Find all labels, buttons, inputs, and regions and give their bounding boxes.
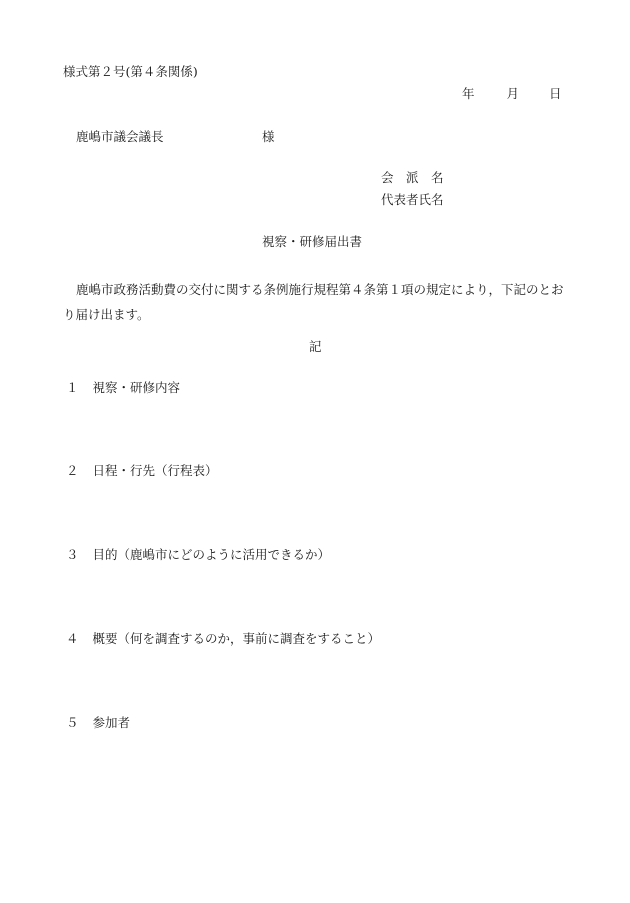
day-label: 日 xyxy=(549,86,562,101)
item-4 xyxy=(66,633,380,646)
body-paragraph: 鹿嶋市政務活動費の交付に関する条例施行規程第４条第１項の規定により，下記のとおり届け出ます。 xyxy=(63,282,564,322)
date-line xyxy=(462,88,562,101)
addressee-name: 鹿嶋市議会議長 xyxy=(76,129,164,144)
item-label: 日程・行先（行程表） xyxy=(92,463,218,478)
month-label: 月 xyxy=(506,86,520,101)
item-label: 概要（何を調査するのか，事前に調査をすること） xyxy=(92,631,381,646)
document-title: 視察・研修届出書 xyxy=(262,234,363,249)
item-label: 参加者 xyxy=(92,715,131,730)
item-3 xyxy=(66,549,330,562)
form-number: 様式第２号(第４条関係) xyxy=(63,64,198,79)
item-label: 目的（鹿嶋市にどのように活用できるか） xyxy=(92,547,331,562)
item-1 xyxy=(66,382,180,395)
representative-name-label: 代表者氏名 xyxy=(381,192,444,207)
ki-heading: 記 xyxy=(309,339,322,354)
item-number: ３ xyxy=(66,547,79,562)
item-number: ４ xyxy=(66,631,79,646)
item-number: ２ xyxy=(66,463,79,478)
item-label: 視察・研修内容 xyxy=(92,380,181,395)
addressee-honorific: 様 xyxy=(262,129,275,144)
item-2 xyxy=(66,465,218,478)
item-number: ５ xyxy=(66,715,79,730)
item-number: １ xyxy=(66,380,79,395)
year-label: 年 xyxy=(462,86,475,101)
faction-name-label: 会 派 名 xyxy=(381,170,444,185)
item-5 xyxy=(66,717,130,730)
